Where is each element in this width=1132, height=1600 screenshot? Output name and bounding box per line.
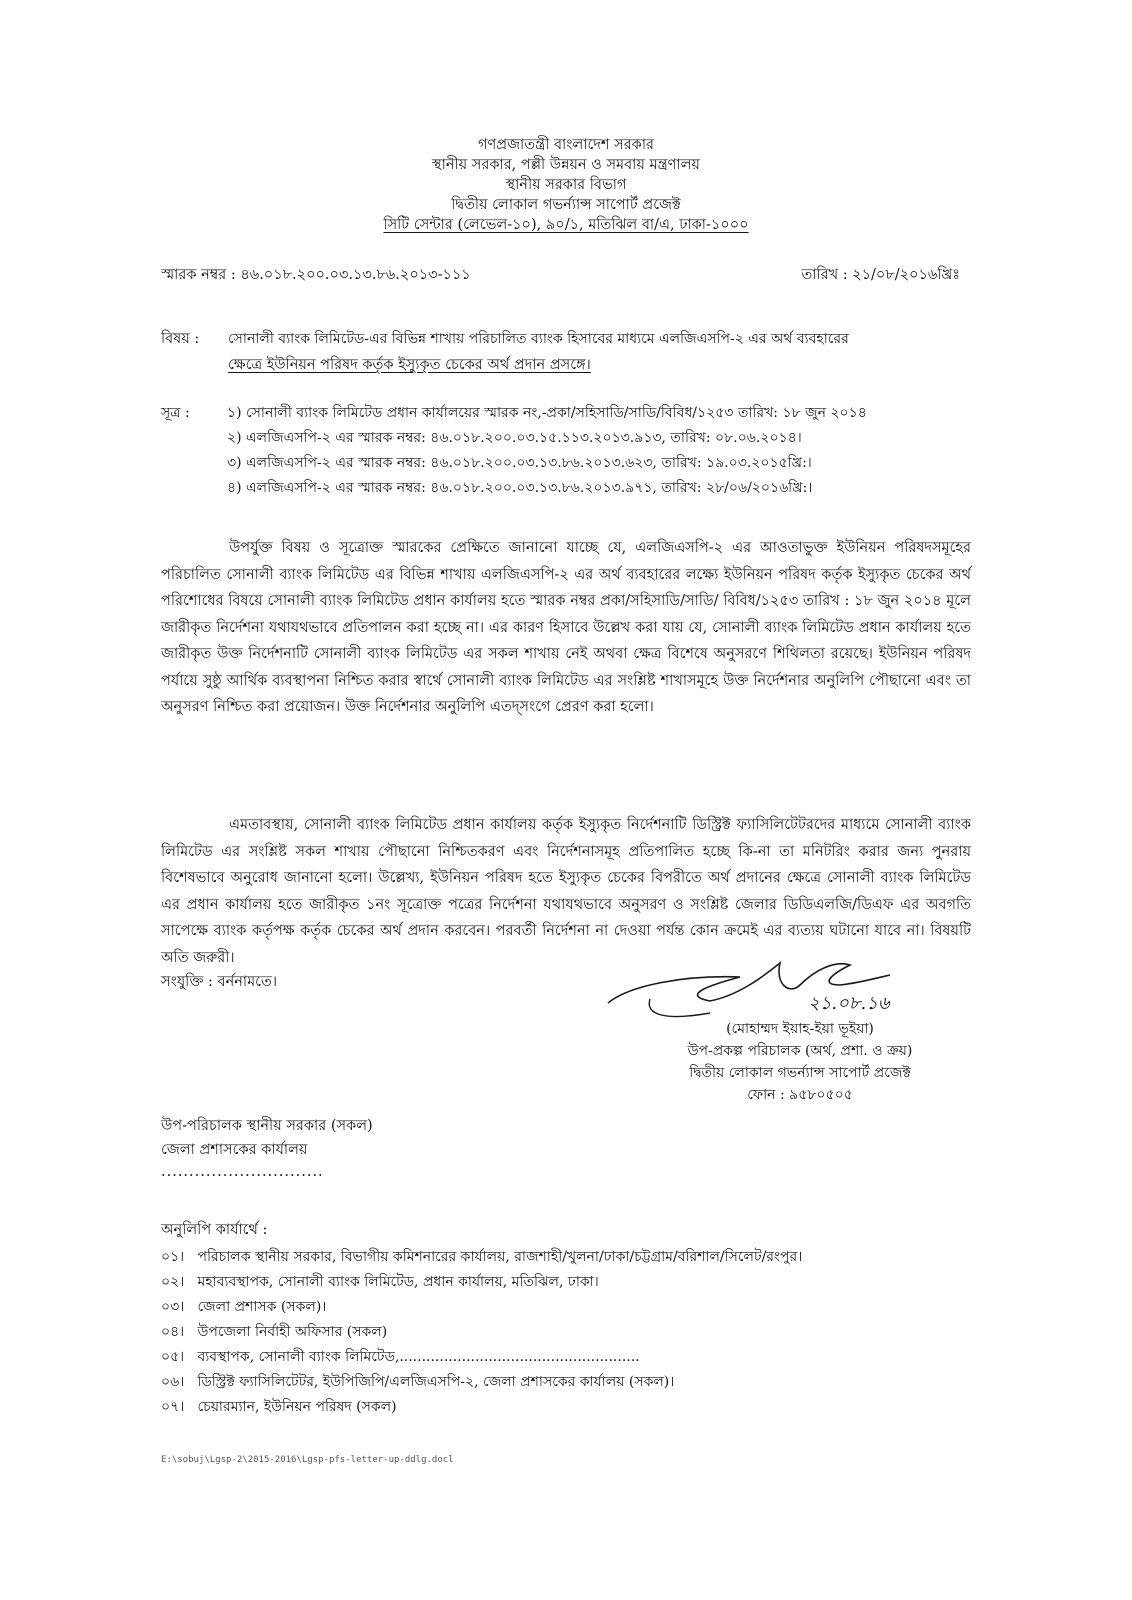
copy-item-text: উপজেলা নির্বাহী অফিসার (সকল)	[197, 1324, 388, 1340]
copy-item-text: মহাব্যবস্থাপক, সোনালী ব্যাংক লিমিটেড, প্রধান কার্যালয়, মতিঝিল, ঢাকা।	[197, 1274, 599, 1290]
signatory-phone: ফোন : ৯৫৮০৫০৫	[747, 1087, 853, 1103]
office-address: সিটি সেন্টার (লেভেল-১০), ৯০/১, মতিঝিল বা/এ, ঢাকা-১০০০	[383, 217, 749, 233]
copy-item-number: ০৭।	[161, 1399, 185, 1415]
recipient-line-2: জেলা প্রশাসকের কার্যালয়	[161, 1142, 308, 1158]
footer-file-path: E:\sobuj\Lgsp-2\2015-2016\Lgsp-pfs-letter-up-ddlg.docl	[161, 1455, 454, 1465]
signature-block	[640, 1018, 960, 1106]
subject-line-1: সোনালী ব্যাংক লিমিটেড-এর বিভিন্ন শাখায় পরিচালিত ব্যাংক হিসাবের মাধ্যমে এলজিএসপি-২ এর অর্থ ব্যবহারের	[228, 331, 849, 347]
body-paragraph-2-text: এমতাবস্থায়, সোনালী ব্যাংক লিমিটেড প্রধান কার্যালয় কর্তৃক ইস্যুকৃত নির্দেশনাটি ডিস্ট্রিক্ট ফ্যাসিলিটেটরদের মাধ্যমে সোনালী ব্যাংক লিমিটেড এর সংশ্লিষ্ট সকল শাখায় পৌছানো নিশ্চিতকরণ এবং নির্দেশনাসমূহ প্রতিপালিত হচ্ছে কি-না তা মনিটরিং করার জন্য পুনরায় বিশেষভাবে অনুরোধ জানানো হলো। উল্লেখ্য, ইউনিয়ন পরিষদ হতে ইস্যুকৃত চেকের বিপরীতে অর্থ প্রদানের ক্ষেত্রে সোনালী ব্যাংক লিমিটেড এর প্রধান কার্যালয় হতে জারীকৃত ১নং সূত্রোক্ত পত্রের নির্দেশনা যথাযথভাবে অনুসরণ ও সংশ্লিষ্ট জেলার ডিডিএলজি/ডিএফ এর অবগতি সাপেক্ষে ব্যাংক কর্তৃপক্ষ কর্তৃক চেকের অর্থ প্রদান করবেন। পরবর্তী নির্দেশনা না দেওয়া পর্যন্ত কোন ক্রমেই এর ব্যত্যয় ঘটানো যাবে না। বিষয়টি অতি জরুরী।	[161, 817, 971, 966]
reference-item: ২) এলজিএসপি-২ এর স্মারক নম্বর: ৪৬.০১৮.২০০.০৩.১৫.১১৩.২০১৩.৯১৩, তারিখ: ০৮.০৬.২০১৪।	[227, 430, 802, 446]
copy-list-item	[161, 1322, 387, 1342]
project-title: দ্বিতীয় লোকাল গভর্ন্যান্স সাপোর্ট প্রজেক্ট	[451, 197, 681, 213]
signatory-name: (মোহাম্মদ ইয়াহ-ইয়া ভূইয়া)	[726, 1021, 874, 1037]
references-label: সূত্র :	[161, 405, 190, 421]
signatory-project: দ্বিতীয় লোকাল গভর্ন্যান্স সাপোর্ট প্রজেক্ট	[689, 1065, 911, 1081]
division-title: স্থানীয় সরকার বিভাগ	[505, 177, 627, 193]
reference-item: ৩) এলজিএসপি-২ এর স্মারক নম্বর: ৪৬.০১৮.২০০.০৩.১৩.৮৬.২০১৩.৬২৩, তারিখ: ১৯.০৩.২০১৫খ্রি:।	[227, 455, 812, 471]
copy-item-text: চেয়ারম্যান, ইউনিয়ন পরিষদ (সকল)	[197, 1399, 397, 1415]
body-paragraph-1	[161, 535, 971, 721]
signature-date: ২১.০৮.১৬	[808, 993, 890, 1014]
copy-list-item	[161, 1247, 802, 1267]
reference-item: ৪) এলজিএসপি-২ এর স্মারক নম্বর: ৪৬.০১৮.২০০.০৩.১৩.৮৬.২০১৩.৯৭১, তারিখ: ২৮/০৬/২০১৬খ্রি:।	[227, 480, 813, 496]
letterhead	[0, 135, 1132, 235]
ministry-title: স্থানীয় সরকার, পল্লী উন্নয়ন ও সমবায় মন্ত্রণালয়	[432, 157, 700, 173]
copy-list-item	[161, 1397, 397, 1417]
recipient-line-1: উপ-পরিচালক স্থানীয় সরকার (সকল)	[161, 1118, 373, 1134]
memo-date: তারিখ : ২১/০৮/২০১৬খ্রিঃ	[801, 267, 960, 283]
subject-label: বিষয় :	[161, 331, 200, 347]
copy-item-number: ০৪।	[161, 1324, 185, 1340]
govt-title: গণপ্রজাতন্ত্রী বাংলাদেশ সরকার	[477, 137, 654, 153]
copy-list-item	[161, 1372, 674, 1392]
body-paragraph-2	[161, 812, 971, 971]
copy-item-number: ০১।	[161, 1249, 185, 1265]
copy-list-item	[161, 1347, 640, 1367]
copy-item-number: ০৫।	[161, 1349, 185, 1365]
recipient-line-3: .............................	[161, 1164, 324, 1180]
copies-heading: অনুলিপি কার্যার্থে :	[161, 1222, 268, 1238]
subject-line-2: ক্ষেত্রে ইউনিয়ন পরিষদ কর্তৃক ইস্যুকৃত চেকের অর্থ প্রদান প্রসঙ্গে।	[228, 357, 591, 373]
copy-item-text: জেলা প্রশাসক (সকল)।	[197, 1299, 327, 1315]
copy-item-number: ০৬।	[161, 1374, 185, 1390]
copy-list-item	[161, 1297, 326, 1317]
copy-item-number: ০৩।	[161, 1299, 185, 1315]
copy-item-text: পরিচালক স্থানীয় সরকার, বিভাগীয় কমিশনারের কার্যালয়, রাজশাহী/খুলনা/ঢাকা/চট্টগ্রাম/বরিশাল/সিলেট/রংপুর।	[197, 1249, 803, 1265]
signatory-designation: উপ-প্রকল্প পরিচালক (অর্থ, প্রশা. ও ক্রয়)	[687, 1043, 913, 1059]
body-paragraph-1-text: উপর্যুক্ত বিষয় ও সূত্রোক্ত স্মারকের প্রেক্ষিতে জানানো যাচ্ছে যে, এলজিএসপি-২ এর আওতাভুক্ত ইউনিয়ন পরিষদসমূহের পরিচালিত সোনালী ব্যাংক লিমিটেড এর বিভিন্ন শাখায় এলজিএসপি-২ এর অর্থ ব্যবহারের লক্ষ্যে ইউনিয়ন পরিষদ কর্তৃক ইস্যুকৃত চেকের অর্থ পরিশোধের বিষয়ে সোনালী ব্যাংক লিমিটেড প্রধান কার্যালয় হতে স্মারক নম্বর প্রকা/সহিসাডি/সাডি/ বিবিধ/১২৫৩ তারিখ : ১৮ জুন ২০১৪ মূলে জারীকৃত নির্দেশনা যথাযথভাবে প্রতিপালন করা হচ্ছে না। এর কারণ হিসাবে উল্লেখ করা যায় যে, সোনালী ব্যাংক লিমিটেড প্রধান কার্যালয় হতে জারীকৃত উক্ত নির্দেশনাটি সোনালী ব্যাংক লিমিটেড এর সকল শাখায় নেই অথবা ক্ষেত্র বিশেষে অনুসরণে শিথিলতা রয়েছে। ইউনিয়ন পরিষদ পর্যায়ে সুষ্ঠু আর্থিক ব্যবস্থাপনা নিশ্চিত করার স্বার্থে সোনালী ব্যাংক লিমিটেড এর সংশ্লিষ্ট শাখাসমূহে উক্ত নির্দেশনার অনুলিপি পৌছানো এবং তা অনুসরণ নিশ্চিত করা প্রয়োজন। উক্ত নির্দেশনার অনুলিপি এতদ্সংগে প্রেরণ করা হলো।	[161, 540, 971, 715]
enclosure-note: সংযুক্তি : বর্ননামতে।	[161, 974, 278, 990]
copy-item-text: ডিস্ট্রিক্ট ফ্যাসিলিটেটর, ইউপিজিপি/এলজিএসপি-২, জেলা প্রশাসকের কার্যালয় (সকল)।	[197, 1374, 675, 1390]
copy-item-text: ব্যবস্থাপক, সোনালী ব্যাংক লিমিটেড,......................................................	[197, 1349, 640, 1365]
copy-item-number: ০২।	[161, 1274, 185, 1290]
reference-item: ১) সোনালী ব্যাংক লিমিটেড প্রধান কার্যালয়ের স্মারক নং,-প্রকা/সহিসাডি/সাডি/বিবিধ/১২৫৩ তারিখ: ১৮ জুন ২০১৪	[227, 405, 867, 421]
copy-list-item	[161, 1272, 599, 1292]
memo-number: স্মারক নম্বর : ৪৬.০১৮.২০০.০৩.১৩.৮৬.২০১৩-১১১	[161, 267, 471, 283]
